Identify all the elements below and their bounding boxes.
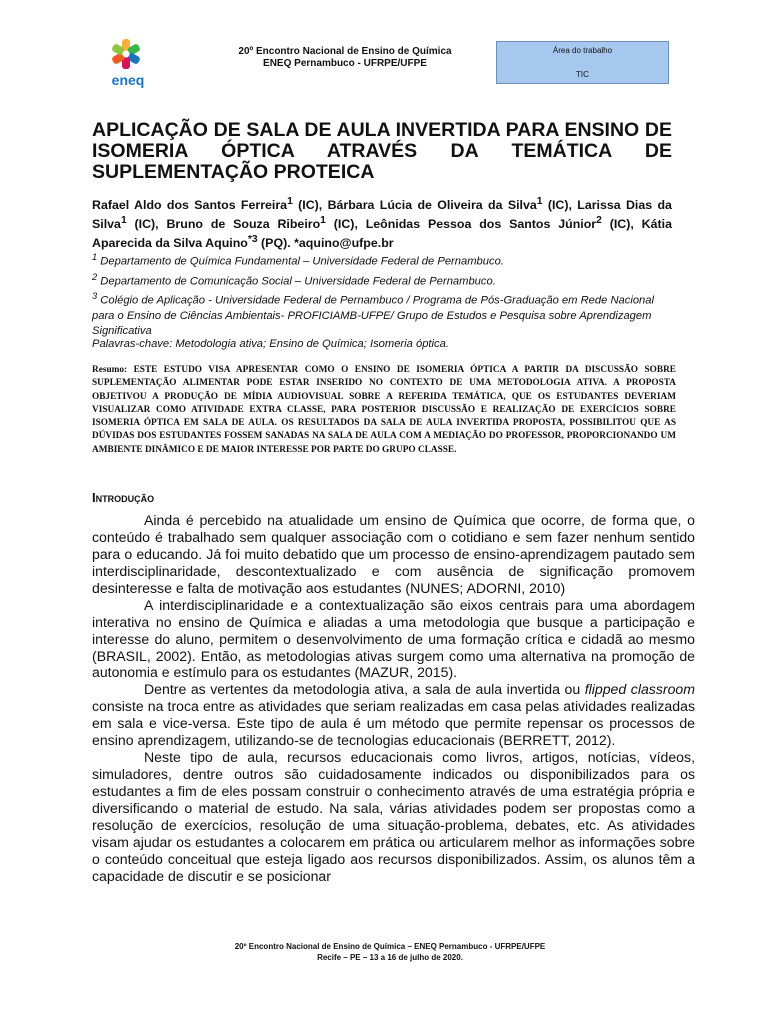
- paper-title: APLICAÇÃO DE SALA DE AULA INVERTIDA PARA ENSINO DE ISOMERIA ÓPTICA ATRAVÉS DA TEMÁTICA DE SUPLEMENTAÇÃO PROTEICA: [92, 119, 672, 183]
- paragraph: Ainda é percebido na atualidade um ensino de Química que ocorre, de forma que, o conteúdo é trabalhado sem qualquer associação com o cotidiano e sem fazer nenhum sentido para o educando. Já foi muito debatido que um processo de ensino-aprendizagem pautado sem interdisciplinaridade, descontextualizado e com ausência de significação promovem desinteresse e falta de motivação aos estudantes (NUNES; ADORNI, 2010): [92, 512, 695, 596]
- author-affiliation-mark: 2: [596, 215, 602, 227]
- author-affiliation-mark: 1: [320, 215, 326, 227]
- affiliation-item: [92, 270, 672, 290]
- author-role: (PQ).: [257, 236, 295, 251]
- author-list: [92, 194, 672, 251]
- paragraph-text: Dentre as vertentes da metodologia ativa, a sala de aula invertida ou: [144, 681, 585, 698]
- area-box: [496, 41, 669, 84]
- affiliation-number: 1: [92, 252, 98, 262]
- author-affiliation-mark: 1: [120, 215, 127, 227]
- footer-line-1: 20º Encontro Nacional de Ensino de Química – ENEQ Pernambuco - UFRPE/UFPE: [234, 942, 546, 951]
- abstract-text: : ESTE ESTUDO VISA APRESENTAR COMO O ENSINO DE ISOMERIA ÓPTICA A PARTIR DA DISCUSSÃO SOBRE SUPLEMENTAÇÃO ALIMENTAR PODE ESTAR INSERIDO NO CONTEXTO DE UMA METODOLOGIA ATIVA. A PROPOSTA OBJETIVOU A PRODUÇÃO DE MÍDIA AUDIOVISUAL SOBRE A REFERIDA TEMÁTICA, QUE OS ESTUDANTES DEVERIAM VISUALIZAR COMO ATIVIDADE EXTRA CLASSE, PARA POSTERIOR DISCUSSÃO E REALIZAÇÃO DE EXERCÍCIOS SOBRE ISOMERIA ÓPTICA EM SALA DE AULA. OS RESULTADOS DA SALA DE AULA INVERTIDA PROPOSTA, POSSIBILITOU QUE AS DÚVIDAS DOS ESTUDANTES FOSSEM SANADAS NA SALA DE AULA COM A MEDIAÇÃO DO PROFESSOR, PROPORCIONANDO UM AMBIENTE DINÂMICO E DE MAIOR INTERESSE POR PARTE DO GRUPO CLASSE.: [92, 365, 676, 455]
- author-affiliation-mark: 1: [536, 196, 543, 207]
- eneq-logo-icon: [102, 38, 150, 90]
- affiliation-text: Colégio de Aplicação - Universidade Federal de Pernambuco / Programa de Pós-Graduação em Rede Nacional para o Ensino de Ciências Ambientais- PROFICIAMB-UFPE/ Grupo de Estudos e Pesquisa sobre Aprendizagem Significativa: [92, 295, 654, 338]
- abstract: [92, 364, 676, 457]
- author-name: Bruno de Souza Ribeiro: [166, 217, 321, 232]
- author-name: Leônidas Pessoa dos Santos Júnior: [365, 217, 597, 232]
- author-name: Bárbara Lúcia de Oliveira da Silva: [327, 198, 537, 213]
- author-email: *aquino@ufpe.br: [294, 236, 394, 251]
- author-role: (IC),: [325, 217, 366, 232]
- paragraph: Neste tipo de aula, recursos educacionais como livros, artigos, notícias, vídeos, simuladores, dentre outros são cuidadosamente indicados ou disponibilizados para os estudantes a fim de eles possam construir o conhecimento através de uma estratégia própria e diversificando o material de estudo. Na sala, várias atividades podem ser propostas como a resolução de exercícios, resolução de uma situação-problema, debates, etc. As atividades visam ajudar os estudantes a colocarem em prática ou articularem melhor as informações sobre o conteúdo conceitual que esteja ligado aos recursos disponibilizados. Assim, os alunos têm a capacidade de discutir e se posicionar: [92, 749, 695, 884]
- author-affiliation-mark: 1: [287, 196, 293, 207]
- footer-line-2: Recife – PE – 13 a 16 de julho de 2020.: [317, 953, 463, 962]
- area-label: Área do trabalho: [552, 46, 613, 55]
- event-line-2: ENEQ Pernambuco - UFRPE/UFPE: [263, 58, 427, 69]
- event-line-1: 20º Encontro Nacional de Ensino de Química: [238, 46, 452, 57]
- author-affiliation-mark: *3: [247, 234, 258, 246]
- abstract-label: Resumo: [92, 365, 125, 375]
- area-value: TIC: [576, 70, 589, 79]
- affiliation-number: 2: [92, 271, 98, 282]
- affiliation-item: [92, 250, 672, 270]
- page-footer: [200, 941, 580, 963]
- author-name: Kátia Aparecida da Silva Aquino: [92, 217, 672, 251]
- paragraph-emphasis: flipped classroom: [584, 681, 695, 698]
- section-heading-introduction: Introdução: [92, 490, 155, 505]
- author-role: (IC),: [126, 217, 167, 232]
- affiliation-text: Departamento de Comunicação Social – Universidade Federal de Pernambuco.: [97, 275, 496, 288]
- author-role: (IC),: [542, 198, 578, 213]
- author-name: Rafael Aldo dos Santos Ferreira: [92, 198, 288, 213]
- affiliation-number: 3: [92, 291, 98, 302]
- affiliation-list: [92, 250, 672, 339]
- paragraph: [92, 681, 695, 749]
- paragraph: A interdisciplinaridade e a contextualização são eixos centrais para uma abordagem interativa no ensino de Química e aliadas a uma metodologia que busque a participação e interesse do aluno, permitem o desenvolvimento de uma formação crítica e cidadã ao mesmo (BRASIL, 2002). Então, as metodologias ativas surgem como uma alternativa na promoção de autonomia e estímulo para os estudantes (MAZUR, 2015).: [92, 596, 695, 681]
- paragraph-text: consiste na troca entre as atividades que seriam realizadas em casa pelas atividades realizadas em sala e vice-versa. Este tipo de aula é um método que permite repensar os processos de ensino aprendizagem, utilizando-se de tecnologias educacionais (BERRETT, 2012).: [92, 698, 695, 749]
- eneq-logo: [102, 38, 150, 90]
- event-header: [200, 46, 490, 70]
- author-role: (IC),: [601, 217, 642, 232]
- keywords: Palavras-chave: Metodologia ativa; Ensino de Química; Isomeria óptica.: [92, 338, 449, 350]
- introduction-body: [92, 512, 695, 885]
- author-role: (IC),: [292, 198, 328, 213]
- affiliation-text: Departamento de Química Fundamental – Universidade Federal de Pernambuco.: [97, 255, 504, 268]
- affiliation-item: [92, 289, 672, 339]
- logo-wordmark: eneq: [111, 72, 145, 88]
- author-name: Larissa Dias da Silva: [92, 198, 672, 232]
